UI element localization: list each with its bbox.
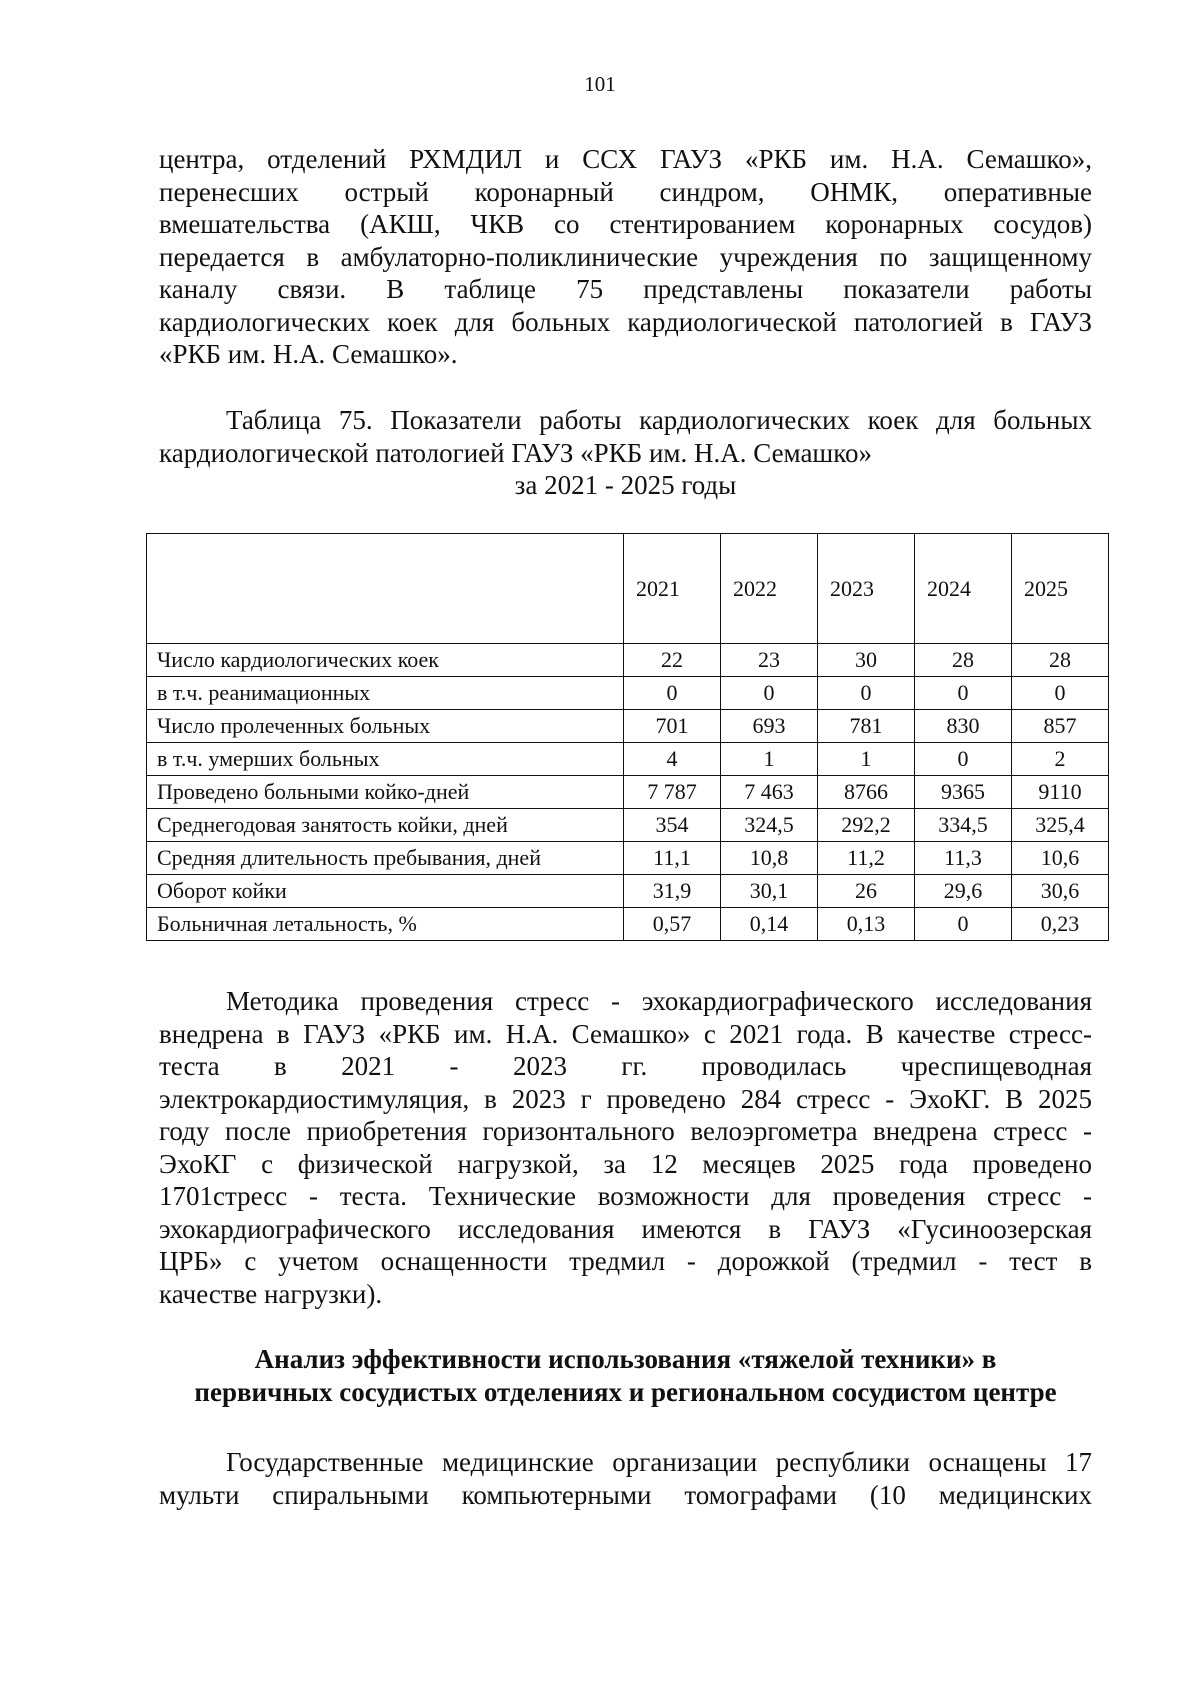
row-value: 28 xyxy=(915,644,1012,677)
row-label: Средняя длительность пребывания, дней xyxy=(147,842,624,875)
row-value: 7 787 xyxy=(624,776,721,809)
year-header: 2024 xyxy=(915,534,1012,644)
row-value: 292,2 xyxy=(818,809,915,842)
row-value: 0 xyxy=(818,677,915,710)
text-line: мульти спиральными компьютерными томографами (10 медицинских xyxy=(159,1479,1092,1510)
table-caption xyxy=(159,404,1092,502)
caption-line: Таблица 75. Показатели работы кардиологических коек для больных xyxy=(226,405,1092,435)
row-value: 22 xyxy=(624,644,721,677)
text-line: ЦРБ» с учетом оснащенности тредмил - дорожкой (тредмил - тест в xyxy=(159,1246,1092,1276)
year-header: 2023 xyxy=(818,534,915,644)
row-value: 781 xyxy=(818,710,915,743)
row-value: 8766 xyxy=(818,776,915,809)
table-header-row xyxy=(147,534,1109,644)
row-value: 0 xyxy=(721,677,818,710)
row-value: 28 xyxy=(1012,644,1109,677)
row-value: 701 xyxy=(624,710,721,743)
row-value: 11,2 xyxy=(818,842,915,875)
row-value: 0 xyxy=(915,908,1012,941)
row-value: 0,13 xyxy=(818,908,915,941)
text-line: «РКБ им. Н.А. Семашко». xyxy=(159,339,458,369)
row-label: в т.ч. умерших больных xyxy=(147,743,624,776)
text-line: Государственные медицинские организации республики оснащены 17 xyxy=(226,1447,1092,1477)
table-row xyxy=(147,809,1109,842)
row-value: 30,6 xyxy=(1012,875,1109,908)
row-value: 334,5 xyxy=(915,809,1012,842)
row-value: 354 xyxy=(624,809,721,842)
row-value: 1 xyxy=(721,743,818,776)
year-header: 2022 xyxy=(721,534,818,644)
caption-line: кардиологической патологией ГАУЗ «РКБ им. Н.А. Семашко» xyxy=(159,437,872,468)
text-line: перенесших острый коронарный синдром, ОНМК, оперативные xyxy=(159,176,1092,207)
row-value: 1 xyxy=(818,743,915,776)
row-value: 830 xyxy=(915,710,1012,743)
text-line: вмешательства (АКШ, ЧКВ со стентированием коронарных сосудов) xyxy=(159,209,1092,239)
text-line: каналу связи. В таблице 75 представлены показатели работы xyxy=(159,274,1092,304)
text-line: качестве нагрузки). xyxy=(159,1278,383,1309)
section-heading xyxy=(159,1343,1092,1408)
table-body xyxy=(147,644,1109,941)
text-line: внедрена в ГАУЗ «РКБ им. Н.А. Семашко» с 2021 года. В качестве стресс- xyxy=(159,1018,1092,1049)
table-row xyxy=(147,842,1109,875)
row-value: 9110 xyxy=(1012,776,1109,809)
heading-line: Анализ эффективности использования «тяжелой техники» в xyxy=(254,1344,997,1374)
row-value: 0,14 xyxy=(721,908,818,941)
row-value: 23 xyxy=(721,644,818,677)
text-line: теста в 2021 - 2023 гг. проводилась чреспищеводная xyxy=(159,1051,1092,1081)
row-label: Число пролеченных больных xyxy=(147,710,624,743)
row-value: 31,9 xyxy=(624,875,721,908)
row-value: 9365 xyxy=(915,776,1012,809)
row-value: 0 xyxy=(915,743,1012,776)
row-value: 0 xyxy=(624,677,721,710)
intro-paragraph xyxy=(159,143,1092,371)
text-line: эхокардиографического исследования имеются в ГАУЗ «Гусиноозерская xyxy=(159,1213,1092,1244)
text-line: электрокардиостимуляция, в 2023 г проведено 284 стресс - ЭхоКГ. В 2025 xyxy=(159,1083,1092,1114)
text-line: Методика проведения стресс - эхокардиографического исследования xyxy=(226,986,1092,1016)
row-value: 0 xyxy=(1012,677,1109,710)
table-row xyxy=(147,908,1109,941)
row-value: 0 xyxy=(915,677,1012,710)
text-line: передается в амбулаторно-поликлинические учреждения по защищенному xyxy=(159,241,1092,272)
row-value: 0,57 xyxy=(624,908,721,941)
table-corner-cell xyxy=(147,534,624,644)
row-value: 324,5 xyxy=(721,809,818,842)
table-row xyxy=(147,677,1109,710)
row-label: Больничная летальность, % xyxy=(147,908,624,941)
caption-line: за 2021 - 2025 годы xyxy=(514,470,737,500)
row-label: Проведено больными койко-дней xyxy=(147,776,624,809)
text-line: 1701стресс - теста. Технические возможности для проведения стресс - xyxy=(159,1181,1092,1211)
row-value: 26 xyxy=(818,875,915,908)
row-value: 29,6 xyxy=(915,875,1012,908)
table-row xyxy=(147,644,1109,677)
row-value: 0,23 xyxy=(1012,908,1109,941)
row-value: 11,1 xyxy=(624,842,721,875)
row-value: 10,6 xyxy=(1012,842,1109,875)
table-row xyxy=(147,710,1109,743)
row-label: Число кардиологических коек xyxy=(147,644,624,677)
row-value: 857 xyxy=(1012,710,1109,743)
row-value: 693 xyxy=(721,710,818,743)
row-value: 4 xyxy=(624,743,721,776)
row-value: 2 xyxy=(1012,743,1109,776)
bed-indicators-table xyxy=(146,533,1109,941)
table-row xyxy=(147,743,1109,776)
year-header: 2025 xyxy=(1012,534,1109,644)
row-label: Среднегодовая занятость койки, дней xyxy=(147,809,624,842)
row-label: Оборот койки xyxy=(147,875,624,908)
table-row xyxy=(147,776,1109,809)
text-line: ЭхоКГ с физической нагрузкой, за 12 месяцев 2025 года проведено xyxy=(159,1148,1092,1179)
row-value: 11,3 xyxy=(915,842,1012,875)
year-header: 2021 xyxy=(624,534,721,644)
row-value: 30 xyxy=(818,644,915,677)
text-line: центра, отделений РХМДИЛ и ССХ ГАУЗ «РКБ им. Н.А. Семашко», xyxy=(159,144,1092,174)
row-value: 30,1 xyxy=(721,875,818,908)
text-line: году после приобретения горизонтального велоэргометра внедрена стресс - xyxy=(159,1116,1092,1146)
row-label: в т.ч. реанимационных xyxy=(147,677,624,710)
row-value: 7 463 xyxy=(721,776,818,809)
row-value: 10,8 xyxy=(721,842,818,875)
row-value: 325,4 xyxy=(1012,809,1109,842)
table-row xyxy=(147,875,1109,908)
heading-line: первичных сосудистых отделениях и региональном сосудистом центре xyxy=(194,1376,1057,1407)
method-paragraph xyxy=(159,985,1092,1310)
text-line: кардиологических коек для больных кардиологической патологией в ГАУЗ xyxy=(159,306,1092,337)
final-paragraph xyxy=(159,1446,1092,1511)
page-number: 101 xyxy=(584,72,616,96)
